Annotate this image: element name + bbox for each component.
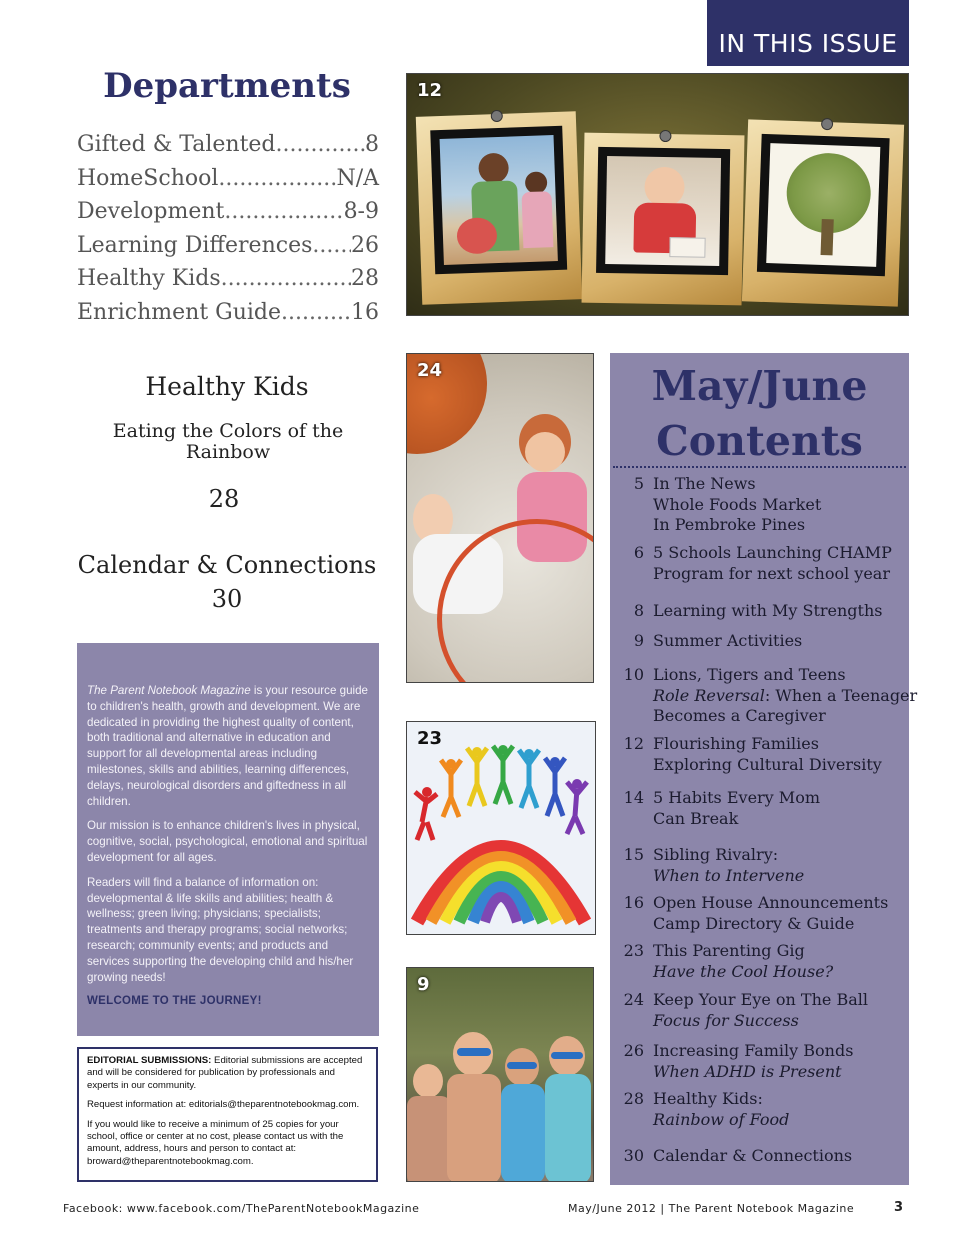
welcome-text: WELCOME TO THE JOURNEY!: [87, 995, 262, 1008]
polaroid-baby-photo: [582, 133, 745, 306]
calendar-title: Calendar & Connections: [77, 551, 377, 579]
goggles-icon: [507, 1062, 537, 1069]
goggles-icon: [551, 1052, 583, 1059]
pin-icon: [659, 130, 671, 142]
calendar-page-number: 30: [211, 585, 243, 613]
page-number: 3: [894, 1200, 904, 1215]
department-item-development: Development ..... 8-9: [77, 195, 379, 229]
polaroid-tree-photo: [742, 119, 904, 306]
department-item-healthy-kids: Healthy Kids ..... 28: [77, 262, 379, 296]
department-item-learning-differences: Learning Differences ..... 26: [77, 229, 379, 263]
photo-page-9: [406, 967, 594, 1182]
feature-page-number: 28: [208, 485, 240, 513]
footer-issue: May/June 2012 | The Parent Notebook Magazine: [568, 1202, 855, 1215]
contents-divider: [613, 466, 906, 468]
mission-box: [77, 643, 379, 1036]
contents-title: May/June Contents: [651, 362, 868, 465]
departments-title: Departments: [103, 66, 351, 106]
rainbow-jumpers-illustration: [407, 722, 595, 934]
department-item-enrichment-guide: Enrichment Guide ..... 16: [77, 296, 379, 330]
photo-page-number: 9: [417, 974, 430, 995]
photo-page-number: 12: [417, 80, 443, 101]
editorial-copies-info: If you would like to receive a minimum of 25 copies for your school, office or center at no cost, please contact us with the amount, address, hours and person to contact at: broward@theparentnotebookmag.com.: [87, 1118, 344, 1167]
mission-paragraph-1: The Parent Notebook Magazine is your resource guide to children's health, growth and development. We are dedicated in providing the highest quality of content, both traditional and alternative in education and support for all developmental areas including milestones, skills and abilities, learning differences, delays, neurological disorders and giftedness in all children.: [87, 684, 368, 808]
mission-paragraph-3: Readers will find a balance of information on: developmental & life skills and abilities; health & wellness; green living; physicians; specialists; treatments and therapy programs; social networks; research; community events; and products and services supporting the developing child and his/her growing needs!: [87, 875, 354, 984]
editorial-paragraph-1: EDITORIAL SUBMISSIONS: Editorial submissions are accepted and will be considered for publication by professionals and experts in our community.: [87, 1055, 363, 1091]
photo-page-24: [406, 353, 594, 683]
feature-subtitle: Eating the Colors of the Rainbow: [112, 420, 344, 463]
department-item-homeschool: HomeSchool ..... N/A: [77, 162, 379, 196]
contents-panel: May/June Contents 5 In The News Whole Foods Market In Pembroke Pines 6 5 Schools Launching CHAMP Program for next school year 8 Learning with My Strengths 9 Summer Activities 10 Lions, Tigers and Teens Role Reversal: When a Teenager Becomes a Caregiver 12 Flourishing Families Exploring Cultural Diversity 14 5 Habits Every Mom Can Break 15 Sibling Rivalry: When to Intervene 16 Open House Announcements Camp Directory & Guide 23 This Parenting Gig Have the Cool House? 24 Keep Your Eye on The Ball Focus for Success 26 Increasing Family Bonds When ADHD is Present 28 Healthy Kids: Rainbow of Food 30 Calendar & Connections: [610, 353, 909, 1185]
pin-icon: [821, 118, 833, 130]
facebook-link[interactable]: www.facebook.com/TheParentNotebookMagazine: [126, 1202, 420, 1215]
feature-title: Healthy Kids: [145, 372, 309, 401]
photo-page-23: [406, 721, 596, 935]
polaroid-family-photo: [416, 111, 582, 304]
departments-list: [77, 128, 379, 329]
editorial-submissions-box: [77, 1047, 378, 1182]
pin-icon: [491, 110, 503, 122]
editorial-request-email: Request information at: editorials@theparentnotebookmag.com.: [87, 1099, 360, 1111]
photo-page-number: 23: [417, 728, 443, 749]
in-this-issue-banner: [707, 0, 909, 66]
goggles-icon: [457, 1048, 491, 1056]
photo-page-12: [406, 73, 909, 316]
department-item-gifted: Gifted & Talented ..... 8: [77, 128, 379, 162]
footer-facebook: Facebook: www.facebook.com/TheParentNotebookMagazine: [63, 1202, 420, 1215]
mission-paragraph-2: Our mission is to enhance children's lives in physical, cognitive, social, psychological, emotional and spiritual development for all ages.: [87, 819, 368, 864]
banner-text: IN THIS ISSUE: [718, 29, 898, 58]
photo-page-number: 24: [417, 360, 443, 381]
